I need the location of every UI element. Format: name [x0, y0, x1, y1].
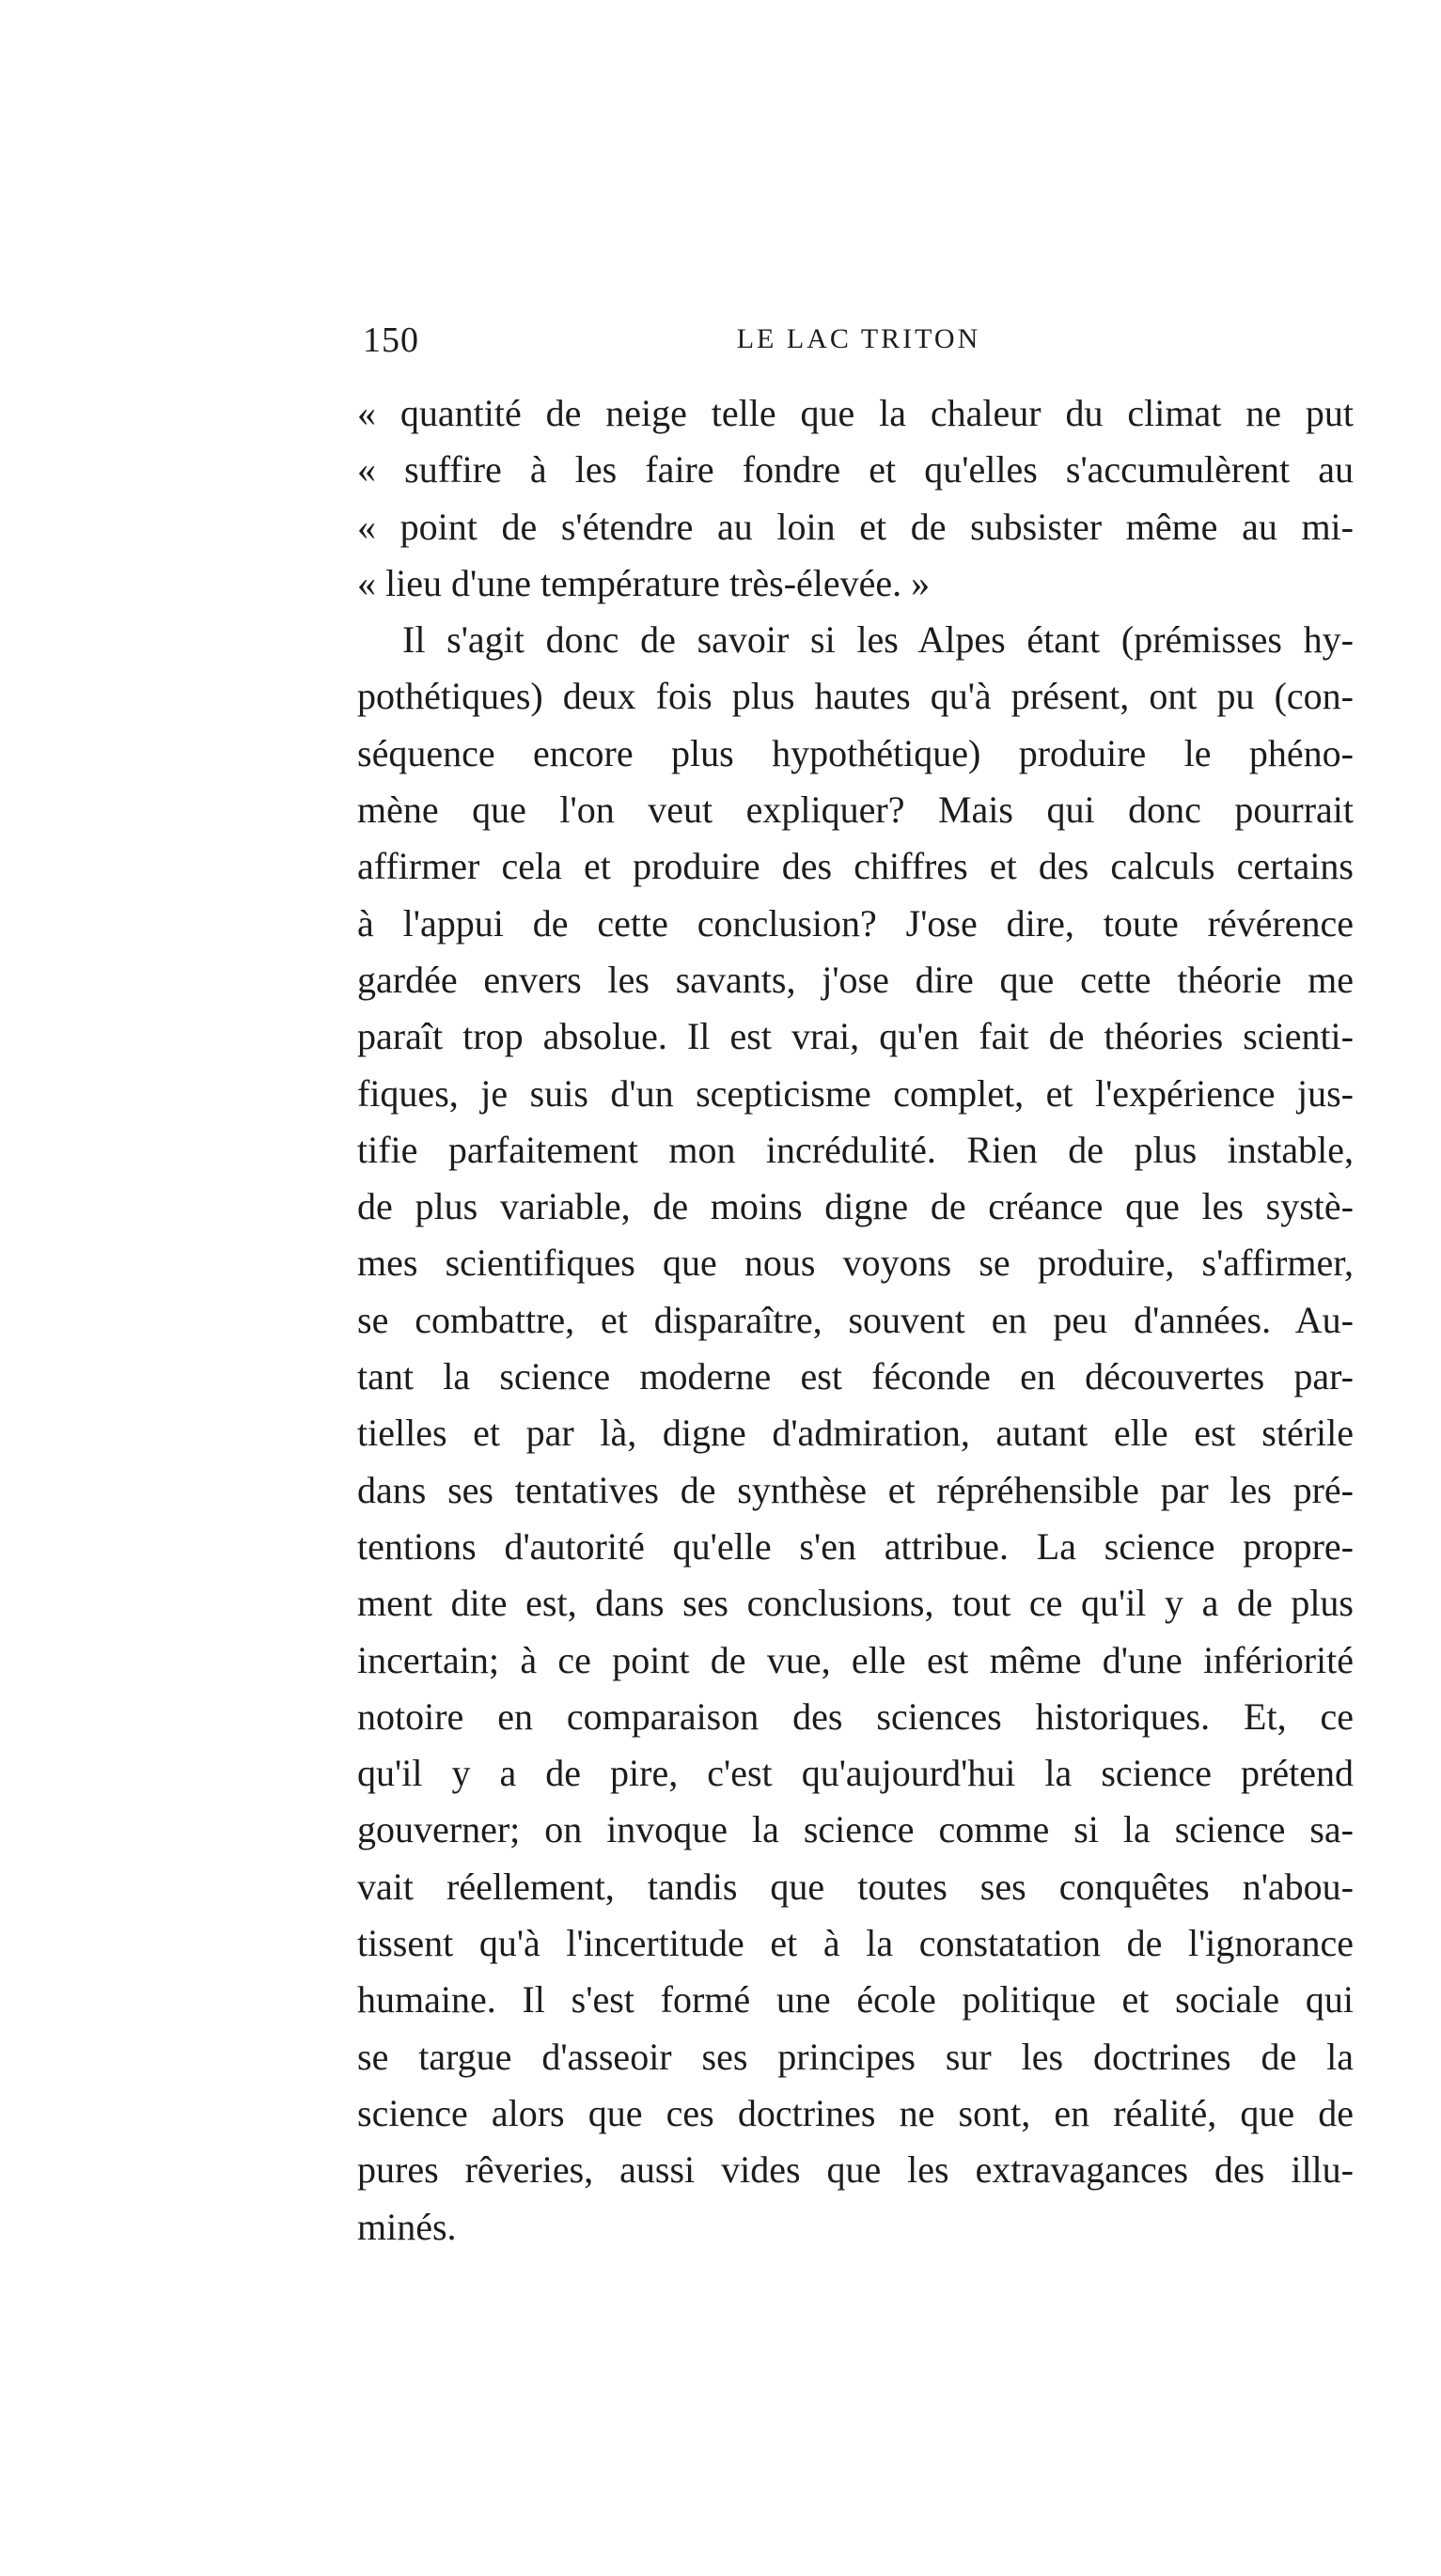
text-line: « quantité de neige telle que la chaleur du climat ne put: [357, 392, 1354, 434]
text-line: science alors que ces doctrines ne sont, en réalité, que de: [357, 2091, 1354, 2134]
text-line: gouverner; on invoque la science comme si la science sa-: [357, 1808, 1354, 1851]
text-line: se targue d'asseoir ses principes sur les doctrines de la: [357, 2035, 1354, 2078]
text-line: vait réellement, tandis que toutes ses conquêtes n'abou-: [357, 1865, 1354, 1908]
text-line: ment dite est, dans ses conclusions, tout ce qu'il y a de plus: [357, 1582, 1354, 1625]
text-line: gardée envers les savants, j'ose dire que cette théorie me: [357, 958, 1354, 1001]
text-line: « suffire à les faire fondre et qu'elles s'accumulèrent au: [357, 448, 1354, 492]
text-line: tielles et par là, digne d'admiration, autant elle est stérile: [357, 1412, 1354, 1455]
text-line: séquence encore plus hypothétique) produire le phéno-: [357, 731, 1354, 774]
text-line: notoire en comparaison des sciences historiques. Et, ce: [357, 1694, 1354, 1738]
text-line: se combattre, et disparaître, souvent en peu d'années. Au-: [357, 1298, 1354, 1341]
text-line: tissent qu'à l'incertitude et à la constatation de l'ignorance: [357, 1922, 1354, 1965]
page-number: 150: [363, 320, 419, 360]
text-line: à l'appui de cette conclusion? J'ose dire, toute révérence: [357, 901, 1354, 945]
text-line: qu'il y a de pire, c'est qu'aujourd'hui la science prétend: [357, 1752, 1354, 1795]
running-title: LE LAC TRITON: [736, 323, 981, 354]
text-line: tentions d'autorité qu'elle s'en attribue. La science propre-: [357, 1524, 1354, 1568]
text-line: « lieu d'une température très-élevée. »: [357, 561, 931, 604]
text-line: affirmer cela et produire des chiffres et des calculs certains: [357, 845, 1354, 888]
text-line: dans ses tentatives de synthèse et répréhensible par les pré-: [357, 1468, 1354, 1511]
page-header: [363, 320, 1355, 367]
text-line: de plus variable, de moins digne de créance que les systè-: [357, 1185, 1354, 1228]
text-line: pures rêveries, aussi vides que les extravagances des illu-: [357, 2148, 1354, 2192]
text-line: fiques, je suis d'un scepticisme complet, et l'expérience jus-: [357, 1071, 1354, 1115]
text-line: mène que l'on veut expliquer? Mais qui donc pourrait: [357, 788, 1354, 832]
text-line: minés.: [357, 2205, 457, 2248]
text-line: humaine. Il s'est formé une école politique et sociale qui: [357, 1978, 1354, 2022]
body-text: [357, 385, 1354, 2256]
text-line: tant la science moderne est féconde en découvertes par-: [357, 1355, 1354, 1398]
text-line: Il s'agit donc de savoir si les Alpes étant (prémisses hy-: [402, 618, 1354, 662]
text-line: pothétiques) deux fois plus hautes qu'à présent, ont pu (con-: [357, 675, 1354, 718]
text-line: « point de s'étendre au loin et de subsister même au mi-: [357, 505, 1354, 548]
text-line: paraît trop absolue. Il est vrai, qu'en fait de théories scienti-: [357, 1015, 1354, 1058]
text-line: incertain; à ce point de vue, elle est même d'une infériorité: [357, 1638, 1354, 1681]
text-line: tifie parfaitement mon incrédulité. Rien de plus instable,: [357, 1128, 1354, 1171]
text-line: mes scientifiques que nous voyons se produire, s'affirmer,: [357, 1241, 1354, 1285]
